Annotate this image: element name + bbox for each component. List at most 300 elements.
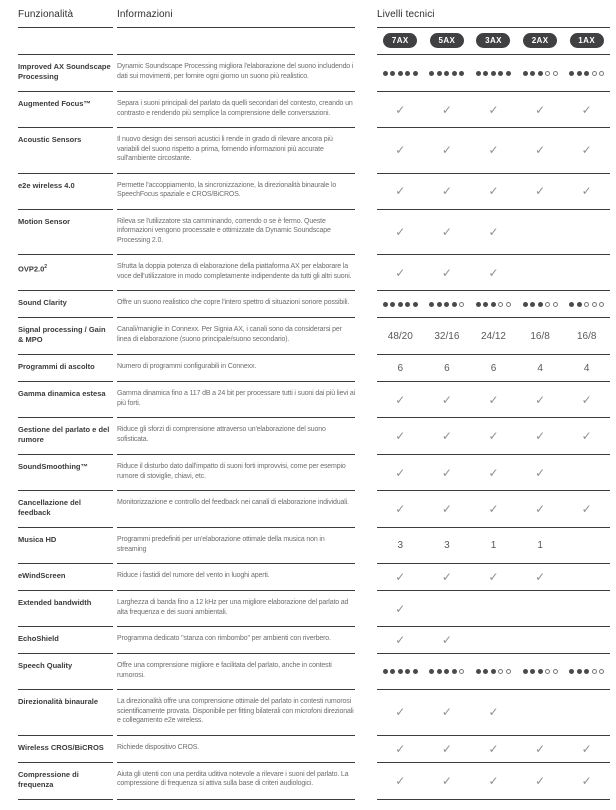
dot-filled-icon	[444, 669, 449, 674]
feature-values	[377, 736, 610, 763]
value-cell	[569, 302, 604, 307]
value-cell	[488, 743, 498, 755]
value-cell	[442, 144, 452, 156]
value-text: 1	[537, 540, 543, 551]
table-row	[18, 690, 610, 736]
value-cell	[383, 669, 418, 674]
value-cell	[582, 503, 592, 515]
table-row	[18, 355, 610, 382]
value-cell	[535, 144, 545, 156]
value-cell	[395, 267, 405, 279]
table-row	[18, 455, 610, 491]
value-cell	[535, 430, 545, 442]
feature-name: Direzionalità binaurale	[18, 690, 113, 736]
check-icon: ✓	[535, 102, 546, 117]
value-cell	[582, 104, 592, 116]
dot-filled-icon	[498, 71, 503, 76]
feature-values	[377, 418, 610, 455]
value-text: 3	[444, 540, 450, 551]
feature-values	[377, 210, 610, 256]
dot-filled-icon	[383, 302, 388, 307]
check-icon: ✓	[488, 570, 499, 584]
table-row	[18, 627, 610, 654]
check-icon: ✓	[581, 184, 592, 198]
feature-name: Improved AX Soundscape Processing	[18, 55, 113, 92]
check-icon: ✓	[441, 633, 452, 647]
check-icon: ✓	[488, 265, 499, 280]
feature-description: Riduce gli sforzi di comprensione attraverso un'elaborazione del suono sofisticata.	[117, 418, 355, 455]
check-icon: ✓	[395, 570, 406, 584]
value-cell	[530, 331, 549, 342]
value-text: 1	[490, 540, 497, 551]
tech-level-pill: 3AX	[476, 33, 510, 48]
value-cell	[442, 394, 452, 406]
value-cell	[537, 363, 543, 374]
value-cell	[442, 775, 452, 787]
check-icon: ✓	[535, 741, 546, 756]
rating-dots	[383, 669, 418, 674]
dot-filled-icon	[390, 669, 395, 674]
value-cell	[395, 775, 405, 787]
dot-filled-icon	[437, 71, 442, 76]
dot-filled-icon	[577, 302, 582, 307]
dot-filled-icon	[538, 302, 543, 307]
dot-filled-icon	[530, 669, 535, 674]
feature-values	[377, 174, 610, 210]
value-cell	[395, 571, 405, 583]
check-icon: ✓	[395, 102, 406, 117]
dot-empty-icon	[584, 302, 589, 307]
feature-description: Monitorizzazione e controllo del feedback nei canali di elaborazione individuali.	[117, 491, 355, 528]
check-icon: ✓	[395, 224, 406, 239]
dot-empty-icon	[599, 71, 604, 76]
value-cell	[398, 363, 404, 374]
feature-description: Riduce il disturbo dato dall'impatto di suoni forti improvvisi, come per esempio rumore di stoviglie, chiavi, etc.	[117, 455, 355, 491]
feature-values	[377, 654, 610, 690]
rating-dots	[523, 669, 558, 674]
value-cell	[523, 669, 558, 674]
tech-level-pill: 7AX	[383, 33, 417, 48]
dot-empty-icon	[459, 302, 464, 307]
dot-filled-icon	[569, 302, 574, 307]
check-icon: ✓	[581, 502, 592, 516]
feature-description: Programma dedicato "stanza con rimbombo" per ambienti con riverbero.	[117, 627, 355, 654]
dot-filled-icon	[398, 302, 403, 307]
feature-description: Canali/maniglie in Connexx. Per Signia AX, i canali sono da considerarsi per linea di elaborazione (suono principale/suono secondario).	[117, 318, 355, 355]
feature-table-body	[18, 55, 610, 800]
check-icon: ✓	[488, 184, 499, 198]
check-icon: ✓	[395, 705, 406, 720]
dot-filled-icon	[390, 71, 395, 76]
check-icon: ✓	[441, 429, 452, 443]
value-cell	[582, 394, 592, 406]
value-cell	[488, 430, 498, 442]
dot-filled-icon	[452, 669, 457, 674]
value-cell	[535, 775, 545, 787]
feature-values	[377, 92, 610, 128]
value-cell	[442, 467, 452, 479]
dot-filled-icon	[405, 669, 410, 674]
feature-values	[377, 55, 610, 92]
value-cell	[582, 185, 592, 197]
value-cell	[569, 71, 604, 76]
check-icon: ✓	[441, 102, 452, 117]
dot-empty-icon	[545, 302, 550, 307]
dot-filled-icon	[523, 669, 528, 674]
value-cell	[491, 363, 497, 374]
dot-filled-icon	[483, 669, 488, 674]
value-text: 32/16	[434, 330, 460, 342]
dot-filled-icon	[398, 71, 403, 76]
feature-name: SoundSmoothing™	[18, 455, 113, 491]
value-cell	[442, 430, 452, 442]
feature-description: Sfrutta la doppia potenza di elaborazione della piattaforma AX per elaborare la voce dell'utilizzatore in modo completamente indipendente da tutti gli altri suoni.	[117, 255, 355, 291]
table-row	[18, 528, 610, 564]
table-row	[18, 174, 610, 210]
feature-values	[377, 291, 610, 318]
value-text: 4	[583, 362, 590, 374]
table-row	[18, 255, 610, 291]
value-text: 6	[397, 362, 404, 374]
check-icon: ✓	[395, 773, 406, 788]
check-icon: ✓	[441, 224, 452, 239]
dot-filled-icon	[429, 669, 434, 674]
value-cell	[488, 503, 498, 515]
tech-level-pills	[377, 28, 610, 55]
dot-filled-icon	[452, 71, 457, 76]
value-text: 24/12	[480, 330, 506, 342]
footnote-marker: 2	[44, 264, 48, 270]
rating-dots	[476, 71, 511, 76]
value-cell	[434, 331, 459, 342]
dot-empty-icon	[553, 669, 558, 674]
feature-values	[377, 564, 610, 591]
dot-empty-icon	[553, 302, 558, 307]
feature-values	[377, 591, 610, 627]
value-cell	[442, 185, 452, 197]
dot-filled-icon	[530, 71, 535, 76]
dot-filled-icon	[444, 71, 449, 76]
value-cell	[444, 540, 450, 551]
column-header-livelli-tecnici: Livelli tecnici	[377, 6, 610, 28]
dot-filled-icon	[413, 669, 418, 674]
feature-values	[377, 690, 610, 736]
value-cell	[395, 706, 405, 718]
value-cell	[395, 104, 405, 116]
check-icon: ✓	[488, 392, 499, 407]
value-cell	[535, 104, 545, 116]
check-icon: ✓	[581, 102, 592, 117]
feature-description: Larghezza di banda fino a 12 kHz per una migliore elaborazione del parlato ad alta frequenza e dei suoni ambientali.	[117, 591, 355, 627]
check-icon: ✓	[535, 773, 546, 788]
rating-dots	[476, 302, 511, 307]
value-cell	[488, 467, 498, 479]
value-cell	[395, 503, 405, 515]
check-icon: ✓	[535, 143, 546, 158]
dot-empty-icon	[592, 669, 597, 674]
dot-filled-icon	[530, 302, 535, 307]
check-icon: ✓	[395, 465, 406, 480]
check-icon: ✓	[488, 773, 499, 788]
check-icon: ✓	[395, 392, 406, 407]
check-icon: ✓	[581, 741, 592, 756]
dot-filled-icon	[437, 302, 442, 307]
value-cell	[584, 363, 590, 374]
check-icon: ✓	[535, 184, 546, 198]
value-cell	[582, 430, 592, 442]
dot-filled-icon	[569, 669, 574, 674]
feature-description: Riduce i fastidi del rumore del vento in luoghi aperti.	[117, 564, 355, 591]
check-icon: ✓	[535, 502, 546, 516]
value-cell	[476, 302, 511, 307]
table-header	[18, 6, 610, 28]
dot-filled-icon	[483, 302, 488, 307]
table-row	[18, 382, 610, 418]
value-cell	[535, 467, 545, 479]
dot-filled-icon	[506, 71, 511, 76]
dot-filled-icon	[429, 71, 434, 76]
dot-empty-icon	[592, 71, 597, 76]
value-cell	[442, 267, 452, 279]
dot-empty-icon	[599, 669, 604, 674]
value-cell	[582, 144, 592, 156]
check-icon: ✓	[581, 392, 592, 407]
check-icon: ✓	[441, 265, 452, 280]
feature-description: Gamma dinamica fino a 117 dB a 24 bit per processare tutti i suoni dai più lievi ai più forti.	[117, 382, 355, 418]
feature-description: Il nuovo design dei sensori acustici li rende in grado di rilevare ancora più variabili del suono rispetto a prima, fornendo informazioni più accurate sull'ambiente circostante.	[117, 128, 355, 174]
value-cell	[395, 634, 405, 646]
value-text: 4	[537, 362, 543, 374]
feature-values	[377, 382, 610, 418]
feature-description: Programmi predefiniti per un'elaborazione ottimale della musica non in streaming	[117, 528, 355, 564]
check-icon: ✓	[488, 705, 499, 720]
dot-filled-icon	[569, 71, 574, 76]
value-cell	[395, 743, 405, 755]
dot-empty-icon	[545, 669, 550, 674]
rating-dots	[569, 302, 604, 307]
check-icon: ✓	[441, 184, 452, 198]
check-icon: ✓	[488, 741, 499, 756]
dot-filled-icon	[390, 302, 395, 307]
check-icon: ✓	[441, 773, 452, 788]
feature-values	[377, 763, 610, 800]
feature-description: Permette l'accoppiamento, la sincronizzazione, la direzionalità binaurale lo SpeechFocus spaziale e CROS/BiCROS.	[117, 174, 355, 210]
rating-dots	[569, 71, 604, 76]
value-cell	[535, 743, 545, 755]
table-row	[18, 491, 610, 528]
dot-filled-icon	[538, 669, 543, 674]
feature-name: eWindScreen	[18, 564, 113, 591]
feature-description: Dynamic Soundscape Processing migliora l'elaborazione del suono includendo i dati sui movimenti, per fornire ogni giorno un suono più realistico.	[117, 55, 355, 92]
dot-filled-icon	[405, 302, 410, 307]
value-cell	[429, 302, 464, 307]
dot-filled-icon	[413, 71, 418, 76]
header-spacer	[117, 28, 355, 55]
check-icon: ✓	[395, 633, 406, 647]
value-cell	[383, 302, 418, 307]
value-cell	[395, 603, 405, 615]
feature-values	[377, 627, 610, 654]
dot-filled-icon	[491, 71, 496, 76]
check-icon: ✓	[581, 143, 592, 158]
feature-name: Cancellazione del feedback	[18, 491, 113, 528]
dot-empty-icon	[506, 302, 511, 307]
check-icon: ✓	[441, 705, 452, 720]
value-cell	[442, 226, 452, 238]
check-icon: ✓	[535, 465, 546, 480]
value-cell	[442, 503, 452, 515]
value-cell	[442, 104, 452, 116]
dot-empty-icon	[592, 302, 597, 307]
dot-filled-icon	[452, 302, 457, 307]
value-text: 3	[397, 540, 404, 551]
value-cell	[481, 331, 506, 342]
dot-filled-icon	[398, 669, 403, 674]
check-icon: ✓	[395, 429, 406, 443]
rating-dots	[429, 71, 464, 76]
value-cell	[395, 430, 405, 442]
dot-filled-icon	[413, 302, 418, 307]
dot-empty-icon	[599, 302, 604, 307]
table-row	[18, 591, 610, 627]
dot-filled-icon	[584, 71, 589, 76]
value-text: 16/8	[576, 330, 597, 342]
feature-name: e2e wireless 4.0	[18, 174, 113, 210]
value-cell	[569, 669, 604, 674]
check-icon: ✓	[488, 502, 499, 516]
value-cell	[429, 669, 464, 674]
feature-description: Rileva se l'utilizzatore sta camminando, correndo o se è fermo. Queste informazioni vengono processate e ottimizzate da Dynamic Soundscape Processing 2.0.	[117, 210, 355, 256]
feature-values	[377, 491, 610, 528]
check-icon: ✓	[395, 265, 406, 280]
table-row	[18, 736, 610, 763]
check-icon: ✓	[488, 224, 499, 239]
header-spacer	[18, 28, 113, 55]
table-row	[18, 654, 610, 690]
column-header-informazioni: Informazioni	[117, 6, 355, 28]
value-cell	[535, 185, 545, 197]
check-icon: ✓	[441, 392, 452, 407]
table-row	[18, 418, 610, 455]
value-cell	[395, 144, 405, 156]
check-icon: ✓	[488, 102, 499, 117]
value-cell	[476, 669, 511, 674]
value-cell	[535, 394, 545, 406]
dot-filled-icon	[405, 71, 410, 76]
feature-name: Acoustic Sensors	[18, 128, 113, 174]
value-text: 6	[490, 362, 497, 374]
check-icon: ✓	[488, 429, 499, 443]
dot-filled-icon	[437, 669, 442, 674]
table-row	[18, 564, 610, 591]
rating-dots	[429, 302, 464, 307]
check-icon: ✓	[395, 741, 406, 756]
feature-name: EchoShield	[18, 627, 113, 654]
feature-name: $OVP2.0^2$	[18, 255, 113, 291]
table-row	[18, 763, 610, 800]
value-text: 48/20	[387, 330, 413, 342]
value-cell	[383, 71, 418, 76]
feature-description: Richiede dispositivo CROS.	[117, 736, 355, 763]
dot-filled-icon	[459, 71, 464, 76]
feature-values	[377, 318, 610, 355]
value-cell	[395, 394, 405, 406]
tech-level-pill: 1AX	[570, 33, 604, 48]
value-cell	[488, 144, 498, 156]
check-icon: ✓	[441, 570, 452, 584]
feature-description: Numero di programmi configurabili in Connexx.	[117, 355, 355, 382]
dot-filled-icon	[483, 71, 488, 76]
check-icon: ✓	[581, 429, 592, 443]
dot-empty-icon	[506, 669, 511, 674]
value-cell	[488, 226, 498, 238]
check-icon: ✓	[488, 143, 499, 158]
value-cell	[488, 267, 498, 279]
table-row	[18, 55, 610, 92]
value-cell	[476, 71, 511, 76]
feature-name: Gestione del parlato e del rumore	[18, 418, 113, 455]
feature-values	[377, 128, 610, 174]
feature-name: Musica HD	[18, 528, 113, 564]
value-cell	[442, 706, 452, 718]
dot-filled-icon	[523, 302, 528, 307]
dot-filled-icon	[523, 71, 528, 76]
dot-filled-icon	[584, 669, 589, 674]
dot-filled-icon	[491, 669, 496, 674]
rating-dots	[476, 669, 511, 674]
value-text: 16/8	[530, 330, 550, 342]
feature-name: Programmi di ascolto	[18, 355, 113, 382]
dot-filled-icon	[429, 302, 434, 307]
feature-values	[377, 355, 610, 382]
value-cell	[535, 571, 545, 583]
check-icon: ✓	[488, 465, 499, 480]
rating-dots	[569, 669, 604, 674]
table-row	[18, 92, 610, 128]
value-cell	[395, 226, 405, 238]
check-icon: ✓	[395, 143, 406, 158]
feature-name: Augmented Focus™	[18, 92, 113, 128]
feature-description: Offre un suono realistico che copre l'intero spettro di situazioni sonore possibili.	[117, 291, 355, 318]
dot-filled-icon	[444, 302, 449, 307]
value-cell	[444, 363, 450, 374]
feature-name: Signal processing / Gain & MPO	[18, 318, 113, 355]
dot-empty-icon	[459, 669, 464, 674]
feature-description: Aiuta gli utenti con una perdita uditiva notevole a rilevare i suoni del parlato. La compressione di frequenza si attiva sulla base di criteri audiologici.	[117, 763, 355, 800]
table-row	[18, 318, 610, 355]
dot-empty-icon	[498, 302, 503, 307]
rating-dots	[523, 71, 558, 76]
dot-filled-icon	[476, 302, 481, 307]
value-cell	[582, 775, 592, 787]
value-cell	[577, 331, 596, 342]
value-cell	[488, 571, 498, 583]
feature-description: Separa i suoni principali del parlato da quelli secondari del contesto, creando un contrasto e rendendo più semplice la comprensione delle conversazioni.	[117, 92, 355, 128]
value-cell	[429, 71, 464, 76]
dot-filled-icon	[383, 71, 388, 76]
value-cell	[442, 634, 452, 646]
check-icon: ✓	[395, 601, 406, 616]
value-cell	[488, 185, 498, 197]
value-cell	[535, 503, 545, 515]
dot-filled-icon	[476, 669, 481, 674]
value-cell	[398, 540, 404, 551]
check-icon: ✓	[441, 465, 452, 480]
feature-values	[377, 528, 610, 564]
dot-filled-icon	[476, 71, 481, 76]
check-icon: ✓	[535, 570, 546, 584]
feature-name: Sound Clarity	[18, 291, 113, 318]
